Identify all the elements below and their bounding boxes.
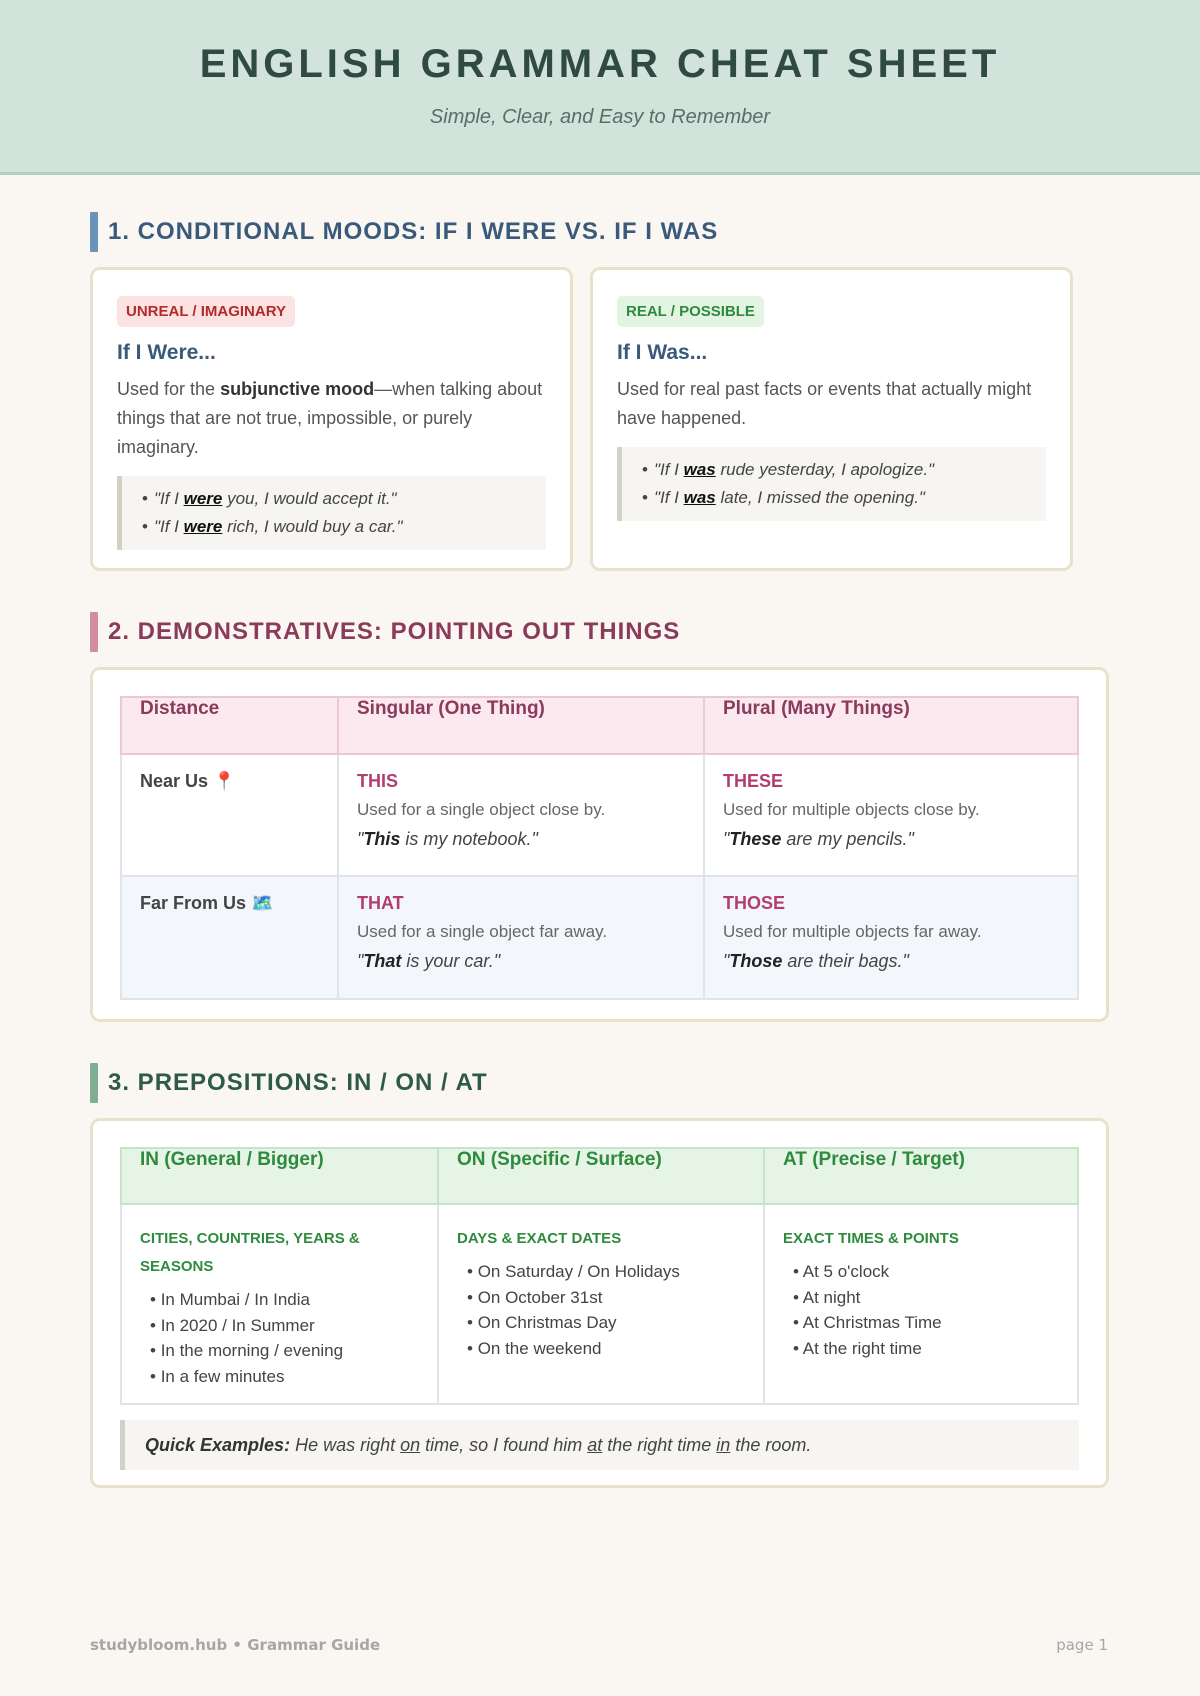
- preposition-list: [140, 1287, 419, 1389]
- table-row: [121, 876, 1078, 999]
- list-item: • At 5 o'clock: [783, 1259, 1059, 1285]
- list-item: • In Mumbai / In India: [140, 1287, 419, 1313]
- list-item: • On Saturday / On Holidays: [457, 1259, 745, 1285]
- unreal-examples: [117, 476, 546, 550]
- demonstrative-description: Used for a single object far away.: [357, 922, 608, 941]
- demonstrative-word: THOSE: [723, 893, 786, 913]
- card-real: [590, 267, 1073, 571]
- footer-brand: studybloom.hub • Grammar Guide: [90, 1636, 381, 1654]
- demonstrative-description: Used for multiple objects close by.: [723, 800, 980, 819]
- prepositions-table: [120, 1147, 1079, 1405]
- demonstrative-word: THAT: [357, 893, 404, 913]
- example-item: • "If I were rich, I would buy a car.": [142, 517, 403, 536]
- page-header: [0, 0, 1200, 175]
- demonstrative-example: "Those are their bags.": [723, 951, 909, 971]
- table-header-row: [121, 697, 1078, 754]
- list-item: • At the right time: [783, 1336, 1059, 1362]
- example-item: • "If I were you, I would accept it.": [142, 489, 397, 508]
- demonstrative-word: THESE: [723, 771, 784, 791]
- section-heading-demonstratives: 2. DEMONSTRATIVES: POINTING OUT THINGS: [90, 612, 680, 652]
- real-examples: [617, 447, 1046, 521]
- section-heading-conditionals: 1. CONDITIONAL MOODS: IF I WERE VS. IF I WAS: [90, 212, 718, 252]
- column-header-on: ON (Specific / Surface): [438, 1148, 764, 1204]
- unreal-tag: UNREAL / IMAGINARY: [117, 296, 295, 327]
- column-header-plural: Plural (Many Things): [704, 697, 1078, 754]
- demonstrative-example: "This is my notebook.": [357, 829, 538, 849]
- example-item: • "If I was late, I missed the opening.": [642, 488, 925, 507]
- list-item: • At Christmas Time: [783, 1310, 1059, 1336]
- unreal-title: If I Were...: [117, 341, 216, 364]
- column-header-at: AT (Precise / Target): [764, 1148, 1078, 1204]
- unreal-description: Used for the subjunctive mood—when talking about things that are not true, impossible, or purely imaginary.: [117, 379, 543, 457]
- preposition-list: [783, 1259, 1059, 1361]
- list-item: • At night: [783, 1285, 1059, 1311]
- card-demonstratives: [90, 667, 1109, 1022]
- quick-examples: Quick Examples: He was right on time, so I found him at the right time in the room.: [120, 1420, 1079, 1470]
- distance-label: Far From Us 🗺️: [140, 893, 274, 913]
- list-item: • On Christmas Day: [457, 1310, 745, 1336]
- column-header-singular: Singular (One Thing): [338, 697, 704, 754]
- column-header-in: IN (General / Bigger): [121, 1148, 438, 1204]
- list-item: • In a few minutes: [140, 1364, 419, 1390]
- preposition-category: CITIES, COUNTRIES, YEARS & SEASONS: [140, 1230, 360, 1275]
- list-item: • In the morning / evening: [140, 1338, 419, 1364]
- page-title: ENGLISH GRAMMAR CHEAT SHEET: [199, 42, 1001, 86]
- distance-label: Near Us 📍: [140, 771, 236, 791]
- demonstrative-description: Used for a single object close by.: [357, 800, 606, 819]
- preposition-category: EXACT TIMES & POINTS: [783, 1230, 959, 1247]
- real-tag: REAL / POSSIBLE: [617, 296, 764, 327]
- page-subtitle: Simple, Clear, and Easy to Remember: [429, 106, 771, 128]
- demonstratives-table: [120, 696, 1079, 1000]
- real-description: Used for real past facts or events that actually might have happened.: [617, 379, 1032, 428]
- demonstrative-word: THIS: [357, 771, 399, 791]
- table-row: [121, 1204, 1078, 1404]
- demonstrative-example: "These are my pencils.": [723, 829, 914, 849]
- example-item: • "If I was rude yesterday, I apologize.": [642, 460, 935, 479]
- preposition-category: DAYS & EXACT DATES: [457, 1230, 622, 1247]
- demonstrative-description: Used for multiple objects far away.: [723, 922, 982, 941]
- card-unreal: [90, 267, 573, 571]
- demonstrative-example: "That is your car.": [357, 951, 501, 971]
- real-title: If I Was...: [617, 341, 708, 364]
- card-prepositions: [90, 1118, 1109, 1488]
- list-item: • On the weekend: [457, 1336, 745, 1362]
- list-item: • In 2020 / In Summer: [140, 1313, 419, 1339]
- table-header-row: [121, 1148, 1078, 1204]
- section-heading-prepositions: 3. PREPOSITIONS: IN / ON / AT: [90, 1063, 488, 1103]
- page-number: page 1: [1056, 1636, 1108, 1654]
- preposition-list: [457, 1259, 745, 1361]
- column-header-distance: Distance: [121, 697, 338, 754]
- table-row: [121, 754, 1078, 876]
- list-item: • On October 31st: [457, 1285, 745, 1311]
